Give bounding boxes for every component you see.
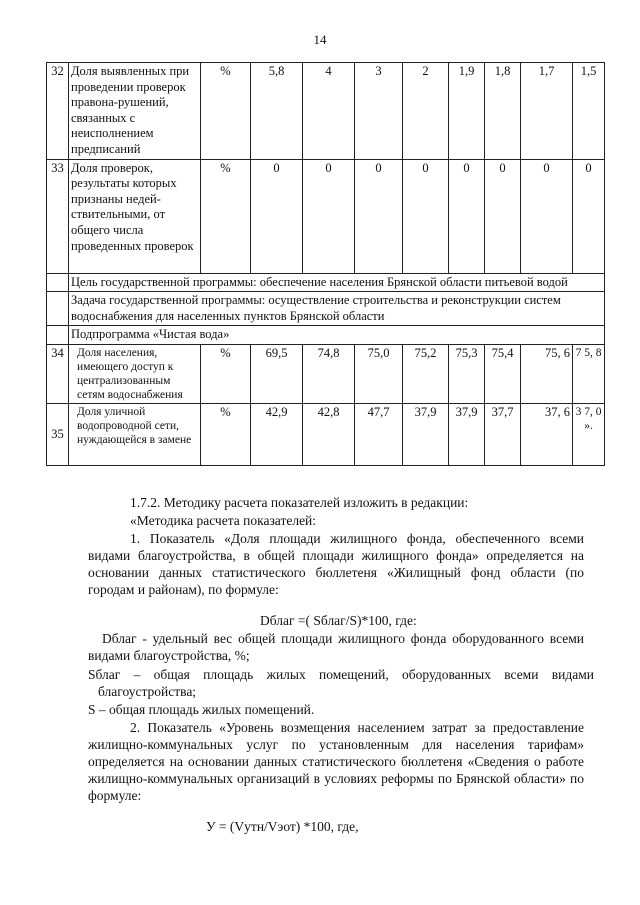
- definition-sblag: Sблаг – общая площадь жилых помещений, оборудованных всеми видами благоустройства;: [88, 667, 594, 699]
- table-row-33: [47, 159, 605, 273]
- value-cell: 3: [355, 63, 403, 160]
- value-cell: 1,8: [485, 63, 521, 160]
- value-cell: 0: [485, 159, 521, 273]
- formula-1: Dблаг =( Sблаг/S)*100, где:: [260, 613, 417, 628]
- row-number: 35: [47, 403, 69, 465]
- value-cell: 0: [251, 159, 303, 273]
- paragraph-indicator-2: 2. Показатель «Уровень возмещения населением затрат за предоставление жилищно-коммунальных услуг по установленным для населения тарифам» определяется на основании данных статистического бюллетеня «Сведения о работе жилищно-коммунальных организаций в условиях реформы по Брянской области» по формуле:: [88, 720, 584, 803]
- table-row-35: [47, 403, 605, 465]
- value-cell: 69,5: [251, 344, 303, 403]
- unit: %: [201, 159, 251, 273]
- paragraph-indicator-1: 1. Показатель «Доля площади жилищного фонда, обеспеченного всеми видами благоустройства, в общей площади жилищного фонда» определяется на основании данных статистического бюллетеня «Жилищный фонд области (по городам и районам), по формуле:: [88, 531, 584, 597]
- indicator-name: Доля выявленных при проведении проверок правона-рушений, связанных с неисполнением предписаний: [69, 63, 201, 160]
- value-cell: 42,9: [251, 403, 303, 465]
- unit: %: [201, 63, 251, 160]
- row-number: 33: [47, 159, 69, 273]
- value-cell: 0: [303, 159, 355, 273]
- formula-2: У = (Vутн/Vэот) *100, где,: [206, 819, 359, 834]
- indicator-name: Доля уличной водопроводной сети, нуждающейся в замене: [69, 403, 201, 465]
- value-cell: 1,7: [521, 63, 573, 160]
- value-cell: 0: [449, 159, 485, 273]
- paragraph-methodology-intro: 1.7.2. Методику расчета показателей изложить в редакции:: [130, 495, 469, 510]
- value-cell: 37,7: [485, 403, 521, 465]
- value-cell: 37,9: [449, 403, 485, 465]
- definition-s: S – общая площадь жилых помещений.: [88, 702, 315, 717]
- empty-cell: [47, 326, 69, 345]
- table-row-34: [47, 344, 605, 403]
- goal-row: [47, 273, 605, 292]
- value-cell: 75,4: [485, 344, 521, 403]
- value-cell: 0: [573, 159, 605, 273]
- definition-dblag: Dблаг - удельный вес общей площади жилищного фонда оборудованного всеми видами благоустройства, %;: [88, 631, 584, 663]
- value-cell: 75,3: [449, 344, 485, 403]
- value-cell: 1,5: [573, 63, 605, 160]
- value-cell: 0: [521, 159, 573, 273]
- value-cell: 0: [403, 159, 449, 273]
- subprogram-title: Подпрограмма «Чистая вода»: [69, 326, 605, 345]
- value-cell: 4: [303, 63, 355, 160]
- value-cell: 3 7, 0 ».: [573, 403, 605, 465]
- value-cell: 47,7: [355, 403, 403, 465]
- value-cell: 5,8: [251, 63, 303, 160]
- empty-cell: [47, 292, 69, 326]
- empty-cell: [47, 273, 69, 292]
- value-cell: 75, 6: [521, 344, 573, 403]
- task-row: [47, 292, 605, 326]
- program-goal: Цель государственной программы: обеспечение населения Брянской области питьевой водой: [69, 273, 605, 292]
- row-number: 34: [47, 344, 69, 403]
- value-cell: 1,9: [449, 63, 485, 160]
- value-cell: 75,2: [403, 344, 449, 403]
- row-number: 32: [47, 63, 69, 160]
- subprogram-row: [47, 326, 605, 345]
- value-cell: 0: [355, 159, 403, 273]
- unit: %: [201, 403, 251, 465]
- indicator-name: Доля проверок, результаты которых признаны недей-ствительными, от общего числа проведенных проверок: [69, 159, 201, 273]
- value-cell: 37,9: [403, 403, 449, 465]
- indicators-table: [46, 62, 605, 466]
- paragraph-methodology-heading: «Методика расчета показателей:: [130, 513, 317, 528]
- value-cell: 37, 6: [521, 403, 573, 465]
- unit: %: [201, 344, 251, 403]
- indicator-name: Доля населения, имеющего доступ к централизованным сетям водоснабжения: [69, 344, 201, 403]
- table-row-32: [47, 63, 605, 160]
- value-cell: 42,8: [303, 403, 355, 465]
- value-cell: 2: [403, 63, 449, 160]
- value-cell: 7 5, 8: [573, 344, 605, 403]
- value-cell: 74,8: [303, 344, 355, 403]
- page-number: 14: [313, 32, 327, 47]
- value-cell: 75,0: [355, 344, 403, 403]
- program-task: Задача государственной программы: осуществление строительства и реконструкции систем водоснабжения для населенных пунктов Брянской области: [69, 292, 605, 326]
